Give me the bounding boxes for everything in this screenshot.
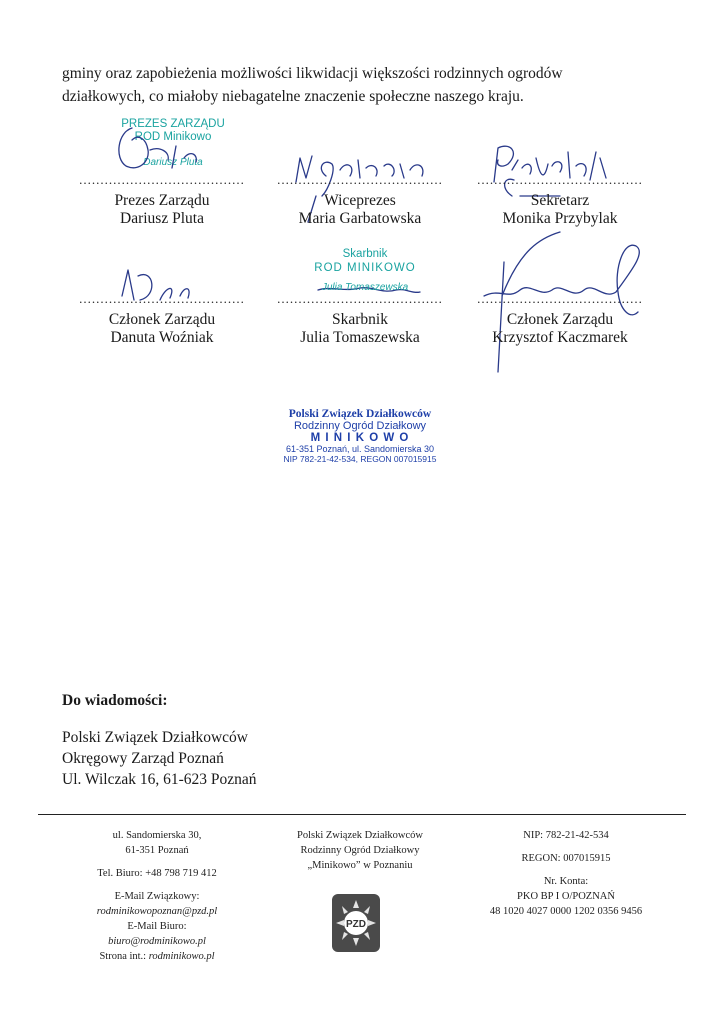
footer-divider [38, 814, 686, 815]
org-stamp-line5: NIP 782-21-42-534, REGON 007015915 [283, 454, 437, 464]
prezes-stamp-line2: ROD Minikowo [134, 131, 212, 143]
signature-line: ....................................... [79, 172, 245, 187]
prezes-stamp-line3: Dariusz Pluta [143, 157, 203, 168]
signature-line: ....................................... [477, 172, 643, 187]
skarbnik-stamp [300, 247, 430, 295]
pzd-logo-text: PZD [346, 919, 366, 930]
org-stamp-line2: Rodzinny Ogród Działkowy [293, 420, 427, 432]
footer-account-number: 48 1020 4027 0000 1202 0356 9456 [489, 906, 643, 917]
signature-name: Dariusz Pluta [120, 210, 204, 227]
footer-organization [262, 828, 458, 873]
footer-website [62, 949, 252, 964]
notice-recipients [62, 727, 257, 790]
signature-role: Członek Zarządu [108, 311, 216, 328]
footer-web-label: Strona int.: [99, 951, 149, 962]
footer-web-link[interactable]: rodminikowo.pl [148, 951, 215, 962]
signature-block-czlonek-2 [460, 291, 660, 347]
footer-address-2: 61-351 Poznań [125, 845, 189, 856]
signature-line: ....................................... [477, 291, 643, 306]
footer-org-line3: „Minikowo” w Poznaniu [307, 860, 413, 871]
footer-email1-label: E-Mail Związkowy: [114, 891, 200, 902]
signature-name: Julia Tomaszewska [300, 329, 420, 346]
footer-phone: Tel. Biuro: +48 798 719 412 [97, 868, 217, 879]
signature-line: ....................................... [79, 291, 245, 306]
signature-line: ....................................... [277, 291, 443, 306]
footer-nip: NIP: 782-21-42-534 [523, 830, 609, 841]
signature-line: ....................................... [277, 172, 443, 187]
org-stamp-line1: Polski Związek Działkowców [288, 408, 432, 420]
notice-line-2: Okręgowy Zarząd Poznań [62, 750, 224, 767]
footer-email2[interactable]: biuro@rodminikowo.pl [108, 936, 206, 947]
signature-role: Członek Zarządu [506, 311, 614, 328]
signature-name: Maria Garbatowska [298, 210, 422, 227]
skarbnik-stamp-line2: ROD MINIKOWO [314, 262, 416, 274]
signature-role: Sekretarz [530, 192, 590, 209]
signature-block-wiceprezes [260, 172, 460, 228]
footer-org-line2: Rodzinny Ogród Działkowy [300, 845, 420, 856]
skarbnik-stamp-line3: Julia Tomaszewska [321, 282, 409, 293]
footer-bank: PKO BP I O/POZNAŃ [517, 891, 615, 902]
body-line-1: gminy oraz zapobieżenia możliwości likwidacji większości rodzinnych ogrodów [62, 65, 563, 82]
signature-block-czlonek-1 [62, 291, 262, 347]
footer-account-label: Nr. Konta: [543, 876, 589, 887]
body-line-2: działkowych, co miałoby niebagatelne znaczenie społeczne naszego kraju. [62, 88, 524, 105]
footer-regon: REGON: 007015915 [521, 853, 611, 864]
organization-stamp [250, 408, 470, 464]
prezes-stamp-line1: PREZES ZARZĄDU [121, 118, 225, 130]
footer-address-1: ul. Sandomierska 30, [112, 830, 202, 841]
footer-contact [62, 828, 252, 964]
footer-email2-label: E-Mail Biuro: [127, 921, 187, 932]
signature-block-prezes [62, 172, 262, 228]
signature-role: Skarbnik [332, 311, 388, 328]
signature-block-skarbnik [260, 291, 460, 347]
notice-heading: Do wiadomości: [62, 692, 168, 709]
signature-name: Monika Przybylak [502, 210, 618, 227]
footer-email1[interactable]: rodminikowopoznan@pzd.pl [96, 906, 218, 917]
signature-name: Danuta Woźniak [110, 329, 214, 346]
footer-org-line1: Polski Związek Działkowców [297, 830, 423, 841]
skarbnik-stamp-line1: Skarbnik [342, 248, 388, 260]
notice-line-1: Polski Związek Działkowców [62, 729, 248, 746]
org-stamp-line3: M I N I K O W O [310, 432, 410, 444]
signature-role: Prezes Zarządu [114, 192, 210, 209]
signature-role: Wiceprezes [324, 192, 396, 209]
signature-name: Krzysztof Kaczmarek [492, 329, 628, 346]
signature-block-sekretarz [460, 172, 660, 228]
pzd-logo-icon [326, 890, 386, 956]
footer-registration [466, 828, 666, 919]
signature-prezes [119, 128, 196, 168]
notice-line-3: Ul. Wilczak 16, 61-623 Poznań [62, 771, 257, 788]
org-stamp-line4: 61-351 Poznań, ul. Sandomierska 30 [285, 444, 435, 454]
